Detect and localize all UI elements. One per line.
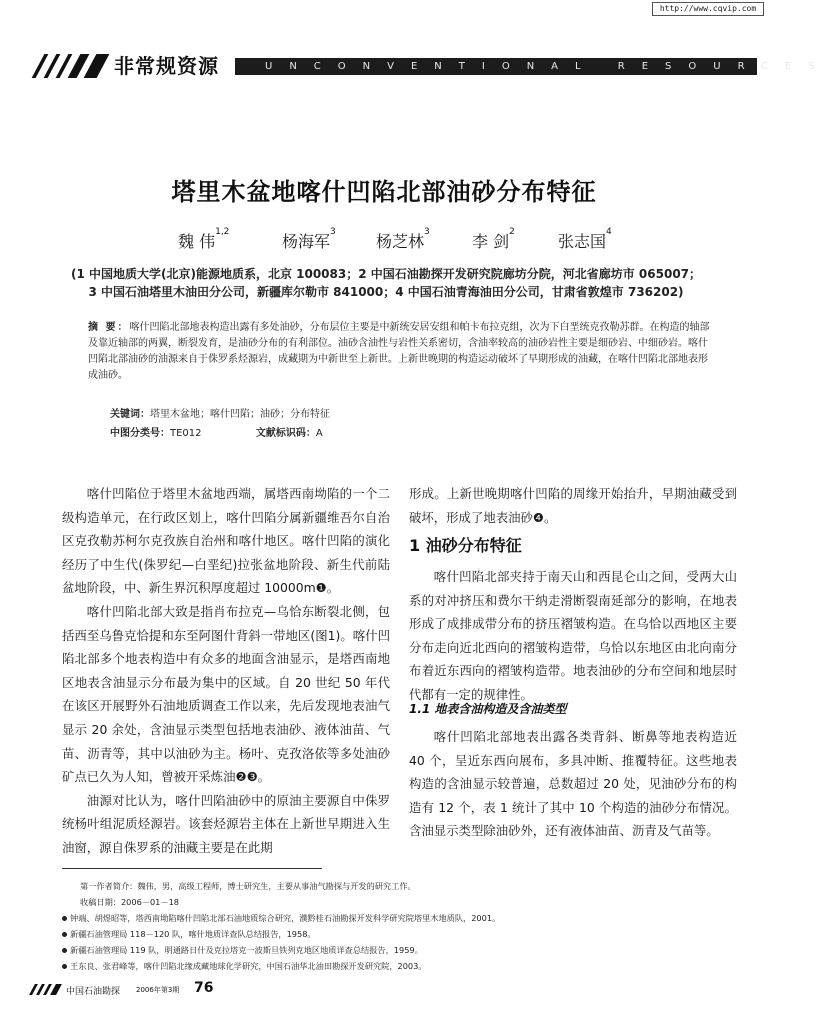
right-column-section1 — [409, 565, 737, 707]
keywords-text: 塔里木盆地；喀什凹陷；油砂；分布特征 — [150, 409, 330, 420]
clc-label: 中图分类号： — [110, 428, 170, 439]
footnote-item: 钟端、胡煜昭等，塔西南坳陷喀什凹陷北部石油地质综合研究，濮黔桂石油勘探开发科学研究院塔里木地质队，2001。 — [62, 912, 500, 925]
journal-name: 中国石油勘探 — [66, 987, 121, 997]
right-column-subsection — [409, 725, 737, 843]
section-banner — [235, 58, 832, 75]
section-banner-text: UNCONVENTIONAL RESOURCES — [265, 61, 832, 72]
subsection-heading: 1.1 地表含油构造及含油类型 — [409, 702, 567, 716]
author-bio: 第一作者简介：魏伟，男，高级工程师，博士研究生，主要从事油气勘探与开发的研究工作。 — [80, 881, 416, 891]
section-label: 非常规资源 — [114, 54, 219, 78]
bullet-icon — [62, 964, 67, 969]
abstract-text: 喀什凹陷北部地表构造出露有多处油砂，分布层位主要是中新统安居安组和帕卡布拉克组，次为下白垩统克孜勒苏群。在构造的轴部及靠近轴部的两翼，断裂发育，是油砂分布的有利部位。油砂含油性与岩性关系密切，含油率较高的油砂岩性主要是细砂岩、中细砂岩。喀什凹陷北部油砂的油源来自于侏罗系烃源岩，成藏期为中新世至上新世。上新世晚期的构造运动破坏了早期形成的油藏，在喀什凹陷北部地表形成油砂。 — [88, 322, 710, 381]
author-list — [150, 229, 670, 253]
received-date: 收稿日期：2006－01－18 — [80, 897, 179, 907]
section-heading: 1 油砂分布特征 — [409, 536, 522, 555]
issue-label: 2006年第3期 — [136, 986, 180, 994]
abstract-label: 摘 要： — [88, 322, 130, 333]
author: 杨海军$^3$ — [282, 227, 336, 251]
body-paragraph: 喀什凹陷北部夹持于南天山和西昆仑山之间，受两大山系的对冲挤压和费尔干纳走滑断裂南延部分的影响，在地表形成了成排成带分布的挤压褶皱构造。在乌恰以西地区主要分布走向近北西向的褶皱构造带，乌恰以东地区由北向南分布着近东西向的褶皱构造带。地表油砂的分布空间和地层时代都有一定的规律性。 — [409, 569, 737, 702]
author: 杨芝林$^3$ — [376, 227, 430, 251]
doc-code-label: 文献标识码： — [255, 428, 316, 439]
affiliation-line: 3 中国石油塔里木油田分公司，新疆库尔勒市 841000；4 中国石油青海油田分公司，甘肃省敦煌市 736202) — [88, 285, 684, 299]
keywords-label: 关键词： — [110, 409, 150, 420]
right-column-top — [409, 482, 737, 529]
author: 李 剑$^2$ — [472, 227, 515, 251]
section-header — [32, 52, 832, 80]
article-title: 塔里木盆地喀什凹陷北部油砂分布特征 — [171, 178, 597, 206]
author: 张志国$^4$ — [558, 227, 612, 251]
bullet-icon — [62, 916, 67, 921]
footnote-item: 王东良、张君峰等，喀什凹陷北缘成藏地球化学研究，中国石油华北油田勘探开发研究院，2003。 — [62, 960, 427, 973]
affiliation-line: (1 中国地质大学(北京)能源地质系，北京 100083；2 中国石油勘探开发研究院廊坊分院，河北省廊坊市 065007； — [70, 267, 702, 281]
source-url[interactable]: http://www.cqvip.com — [652, 2, 764, 16]
page-number: 76 — [194, 980, 214, 996]
keywords — [110, 405, 330, 420]
footnote-divider — [62, 868, 322, 869]
left-column — [62, 482, 390, 860]
footnote-item: 新疆石油管理局 118－120 队，喀什地质详查队总结报告，1958。 — [62, 928, 316, 941]
bullet-icon — [62, 948, 67, 953]
footnote-item: 新疆石油管理局 119 队，明通路日什及克拉塔克一波斯旦铁列克地区地质详查总结报告，1959。 — [62, 944, 423, 957]
body-paragraph: 喀什凹陷位于塔里木盆地西端，属塔西南坳陷的一个二级构造单元，在行政区划上，喀什凹陷分属新疆维吾尔自治区克孜勒苏柯尔克孜族自治州和喀什地区。喀什凹陷的演化经历了中生代(侏罗纪—白垩纪)拉张盆地阶段、新生代前陆盆地阶段，中、新生界沉积厚度超过 10000m❶。 — [62, 486, 390, 596]
clc-value: TE012 — [170, 428, 202, 439]
bullet-icon — [62, 932, 67, 937]
body-paragraph: 形成。上新世晚期喀什凹陷的周缘开始抬升，早期油藏受到破坏，形成了地表油砂❹。 — [409, 486, 737, 525]
author: 魏 伟$^{1,2}$ — [178, 227, 230, 251]
body-paragraph: 油源对比认为，喀什凹陷油砂中的原油主要源自中侏罗统杨叶组泥质烃源岩。该套烃源岩主体在上新世早期进入生油窗，源自侏罗系的油藏主要是在此期 — [62, 792, 390, 855]
body-paragraph: 喀什凹陷北部大致是指肖布拉克—乌恰东断裂北侧，包括西至乌鲁克恰提和东至阿图什背斜一带地区(图1)。喀什凹陷北部多个地表构造中有众多的地面含油显示，是塔西南地区地表含油显示分布最为集中的区域。自 20 世纪 50 年代在该区开展野外石油地质调查工作以来，先后发现地表油气显示 20 余处，含油显示类型包括地表油砂、液体油苗、气苗、沥青等，其中以油砂为主。杨叶、克孜洛依等多处油砂矿点已久为人知，曾被开采炼油❷❸。 — [62, 603, 390, 785]
classification-line — [110, 424, 323, 439]
abstract — [88, 320, 714, 384]
body-paragraph: 喀什凹陷北部地表出露各类背斜、断鼻等地表构造近 40 个，呈近东西向展布，多具冲断、推覆特征。这些地表构造的含油显示较普遍，总数超过 20 处，见油砂分布的构造有 12 个，表 1 统计了其中 10 个构造的油砂分布情况。含油显示类型除油砂外，还有液体油苗、沥青及气苗等。 — [409, 729, 737, 839]
doc-code-value: A — [315, 428, 323, 439]
